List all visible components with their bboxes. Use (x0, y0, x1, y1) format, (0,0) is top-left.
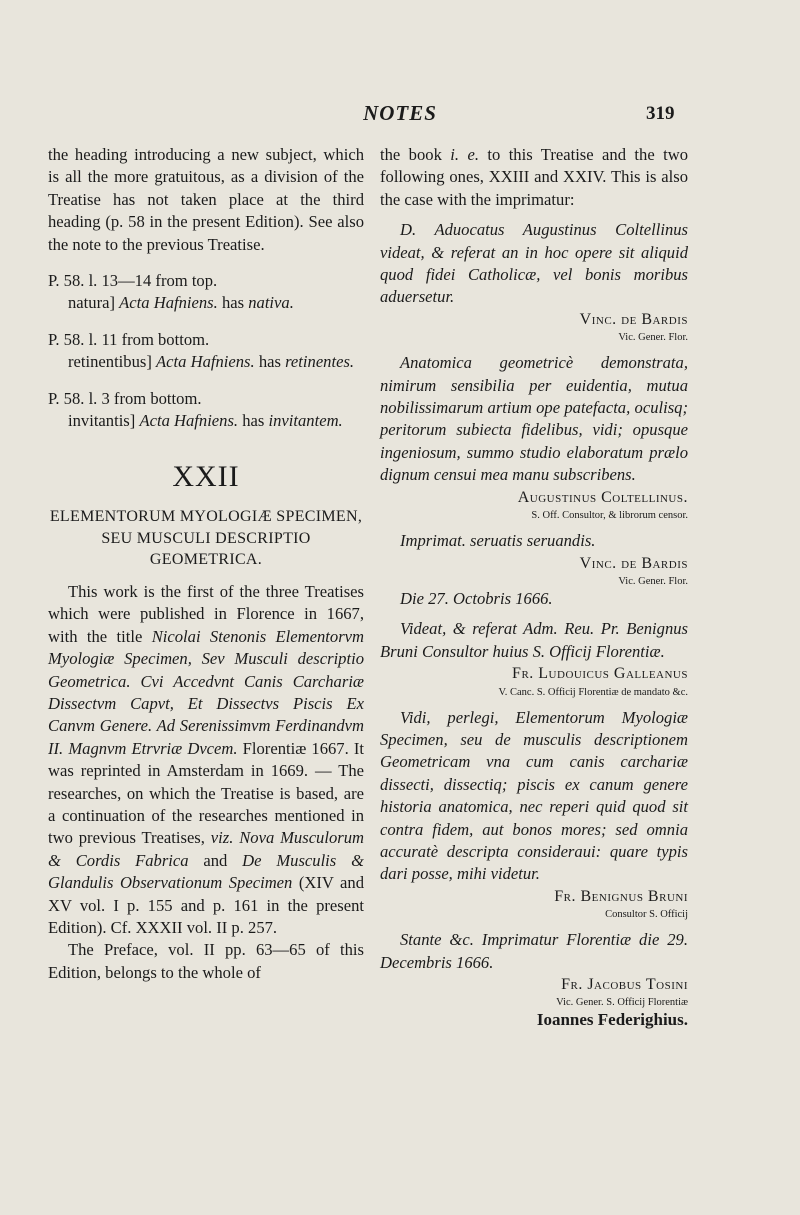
text-run: This work is the first of the three Treatises which were published in Florence in 1667, with the title (48, 581, 364, 646)
treatise-description (48, 581, 364, 940)
note-source: Acta Hafniens. (139, 411, 239, 431)
signature-role: Vic. Gener. Flor. (618, 575, 688, 587)
imprimatur-block: Stante &c. Imprimatur Florentiæ die 29. Decembris 1666. (380, 930, 688, 972)
text-run-italic: Nicolai Stenonis Elementorvm Myologiæ Specimen, Sev Musculi descriptio Geometrica. Cvi Accedvnt Canis Carchariæ Dissectvm Capvt, Et Dissectvs Piscis Ex Canvm Genere. Ad Serenissimvm Ferdinandvm II. Magnvm Etrvriæ Dvcem. (48, 626, 365, 758)
signature-role: Vic. Gener. S. Officij Florentiæ (556, 997, 688, 1009)
note-body (48, 292, 364, 314)
signature (380, 553, 688, 588)
text-run-italic: De Musculis & Glandulis Observationum Specimen (48, 850, 364, 893)
signature-name: Vinc. de Bardis (579, 554, 688, 572)
note-lemma: retinentibus] (68, 352, 152, 372)
imprimatur-block: Vidi, perlegi, Elementorum Myologiæ Specimen, seu de musculis descriptionem Geometricam vna cum canis carchariæ dissecti, dissectiq; piscis ex canum genere historia anatomica, nec reperi quid quod sit contra fidem, aut bonos mores; sed omnia accuratè descripta consideraui: quare typis dari posse, mihi videtur. (380, 707, 688, 884)
running-header: NOTES (363, 101, 437, 125)
imprimatur-block: Imprimat. seruatis seruandis. (400, 531, 596, 551)
signature (380, 309, 688, 344)
note-body (48, 351, 364, 373)
treatise-number: XXII (172, 460, 240, 494)
right-column (380, 144, 688, 1032)
text-run: Florentiæ 1667. It was reprinted in Amsterdam in 1669. — The researches, on which the Treatise is based, are a continuation of the researches mentioned in two previous Treatises, (48, 738, 364, 848)
note-lemma: invitantis] (68, 411, 136, 431)
text-run: the book (380, 145, 451, 164)
note-lemma: natura] (68, 293, 115, 313)
signature-role: V. Canc. S. Officij Florentiæ de mandato &c. (498, 686, 688, 698)
page-number: 319 (646, 103, 675, 124)
note-has: has (258, 352, 281, 372)
note-body (48, 410, 364, 432)
signature (380, 886, 688, 921)
note-reading: invitantem. (268, 411, 343, 431)
note-source: Acta Hafniens. (156, 352, 255, 372)
signature (380, 487, 688, 522)
imprimatur-block: Anatomica geometricè demonstrata, nimirum sensibilia per euidentia, mutua nobilissimarum artium ope patefacta, oculisq; peritorum subiecta fidelibus, vidi; opusque ingeniosum, summo studio elaboratum prælo dignum censui mea manu subscribens. (380, 353, 688, 485)
treatise-title: ELEMENTORUM MYOLOGIÆ SPECIMEN, SEU MUSCULI DESCRIPTIO GEOMETRICA. (49, 508, 363, 569)
note-has: has (221, 293, 245, 313)
text-run-italic: viz. Nova Musculorum & Cordis Fabrica (48, 828, 364, 870)
note-reading: nativa. (248, 293, 294, 313)
note-entry (48, 270, 364, 315)
final-signature: Ioannes Federighius. (536, 1010, 688, 1030)
signature-name: Augustinus Coltellinus. (517, 488, 688, 506)
preface-paragraph: The Preface, vol. II pp. 63—65 of this Edition, belongs to the whole of (48, 940, 364, 982)
imprimatur-intro (380, 144, 688, 211)
imprimatur-date: Die 27. Octobris 1666. (400, 588, 553, 608)
note-entry (48, 388, 364, 433)
note-has: has (242, 411, 265, 431)
left-column (48, 144, 364, 984)
signature-name: Fr. Benignus Bruni (554, 887, 688, 905)
imprimatur-block: Videat, & referat Adm. Reu. Pr. Benignus Bruni Consultor huius S. Officij Florentiæ. (380, 619, 688, 661)
note-location: P. 58. l. 13—14 from top. (48, 271, 218, 291)
continuation-paragraph: the heading introducing a new subject, which is all the more gratuitous, as a division of the Treatise has not taken place at the third heading (p. 58 in the present Edition). See also the note to the previous Treatise. (48, 145, 364, 254)
imprimatur-block: D. Aduocatus Augustinus Coltellinus videat, & referat an in hoc opere sit aliquid quod fidei Catholicæ, vel bonis moribus aduersetur. (380, 220, 688, 307)
note-location: P. 58. l. 3 from bottom. (48, 388, 202, 408)
text-run-italic: i. e. (450, 145, 479, 164)
note-source: Acta Hafniens. (119, 293, 218, 313)
text-run: to this Treatise and the two following ones, XXIII and XXIV. This is also the case with the imprimatur: (380, 145, 688, 209)
note-reading: retinentes. (285, 352, 355, 372)
note-location: P. 58. l. 11 from bottom. (48, 329, 210, 349)
signature (380, 663, 688, 698)
signature-name: Fr. Ludouicus Galleanus (512, 665, 688, 683)
text-run: and (188, 850, 243, 870)
signature (380, 974, 688, 1009)
signature-name: Fr. Jacobus Tosini (561, 976, 688, 993)
signature-role: S. Off. Consultor, & librorum censor. (531, 510, 688, 522)
signature-name: Vinc. de Bardis (579, 310, 688, 328)
signature-role: Vic. Gener. Flor. (618, 332, 688, 344)
text-run: (XIV and XV vol. I p. 155 and p. 161 in the present Edition). Cf. XXXII vol. II p. 257. (48, 873, 364, 938)
signature-role: Consultor S. Officij (605, 909, 688, 921)
note-entry (48, 329, 364, 374)
